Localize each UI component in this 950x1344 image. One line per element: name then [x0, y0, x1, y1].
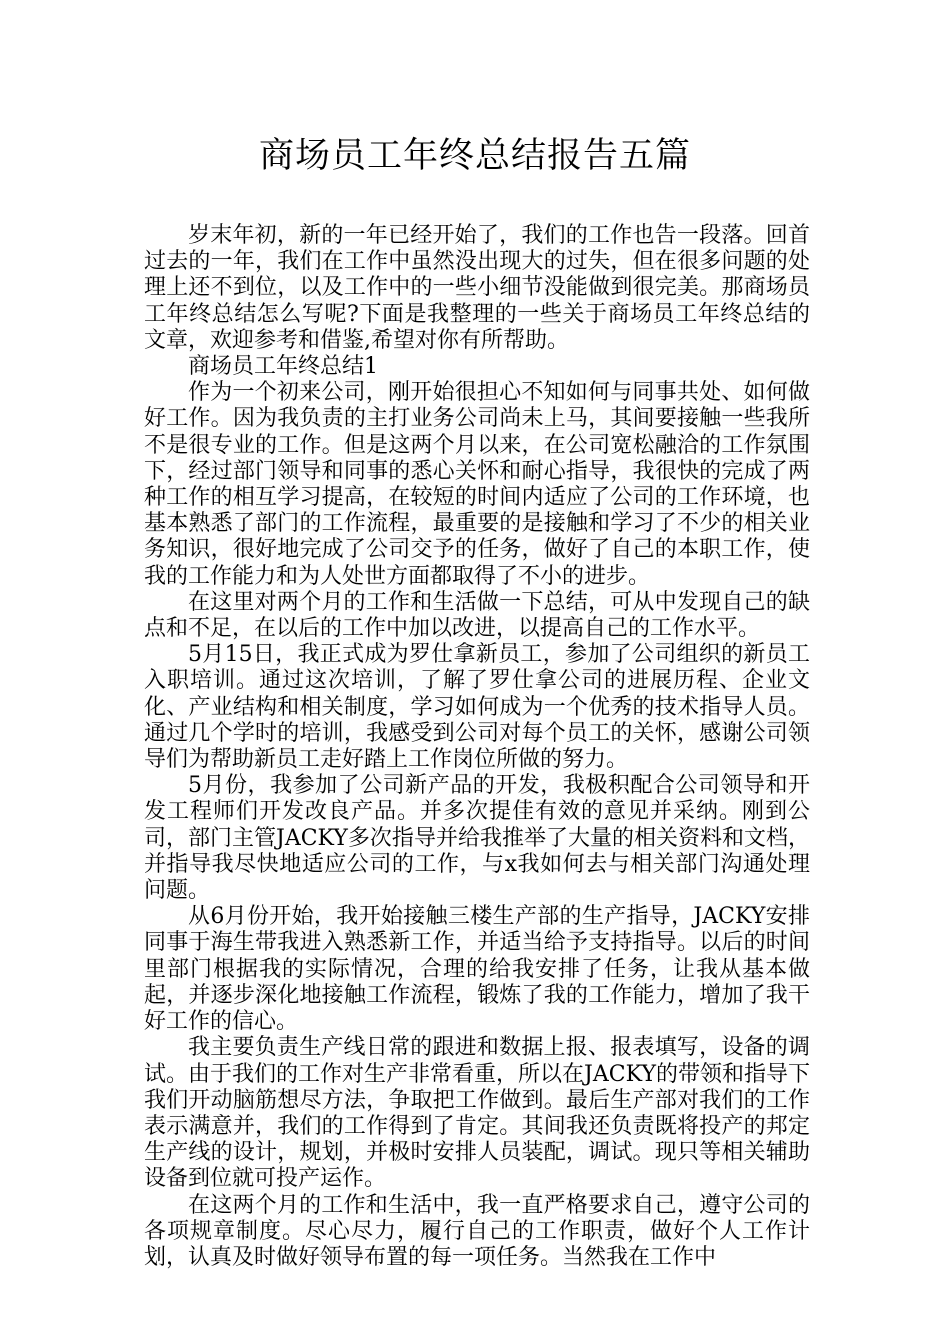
document-title: 商场员工年终总结报告五篇 [258, 136, 691, 176]
intro-paragraph: 岁末年初，新的一年已经开始了，我们的工作也告一段落。回首过去的一年，我们在工作中虽然没出现大的过失，但在很多问题的处理上还不到位，以及工作中的一些小细节没能做到很完美。那商场员工年终总结怎么写呢?下面是我整理的一些关于商场员工年终总结的文章，欢迎参考和借鉴,希望对你有所帮助。 [144, 223, 810, 353]
body-paragraph: 在这里对两个月的工作和生活做一下总结，可从中发现自己的缺点和不足，在以后的工作中加以改进，以提高自己的工作水平。 [144, 589, 810, 642]
body-paragraph: 5月15日，我正式成为罗仕拿新员工，参加了公司组织的新员工入职培训。通过这次培训，了解了罗仕拿公司的进展历程、企业文化、产业结构和相关制度，学习如何成为一个优秀的技术指导人员。通过几个学时的培训，我感受到公司对每个员工的关怀，感谢公司领导们为帮助新员工走好踏上工作岗位所做的努力。 [144, 642, 810, 773]
body-paragraph: 5月份，我参加了公司新产品的开发，我极积配合公司领导和开发工程师们开发改良产品。并多次提佳有效的意见并采纳。刚到公司，部门主管JACKY多次指导并给我推举了大量的相关资料和文档，并指导我尽快地适应公司的工作，与x我如何去与相关部门沟通处理问题。 [144, 773, 810, 904]
body-paragraph: 从6月份开始，我开始接触三楼生产部的生产指导，JACKY安排同事于海生带我进入熟悉新工作，并适当给予支持指导。以后的时间里部门根据我的实际情况，合理的给我安排了任务，让我从基本做起，并逐步深化地接触工作流程，锻炼了我的工作能力，增加了我干好工作的信心。 [144, 904, 810, 1035]
document-body [144, 223, 810, 1271]
body-paragraph: 在这两个月的工作和生活中，我一直严格要求自己，遵守公司的各项规章制度。尽心尽力，履行自己的工作职责，做好个人工作计划，认真及时做好领导布置的每一项任务。当然我在工作中 [144, 1192, 810, 1270]
body-paragraph: 作为一个初来公司，刚开始很担心不知如何与同事共处、如何做好工作。因为我负责的主打业务公司尚未上马，其间要接触一些我所不是很专业的工作。但是这两个月以来，在公司宽松融洽的工作氛围下，经过部门领导和同事的悉心关怀和耐心指导，我很快的完成了两种工作的相互学习提高，在较短的时间内适应了公司的工作环境，也基本熟悉了部门的工作流程，最重要的是接触和学习了不少的相关业务知识，很好地完成了公司交予的任务，做好了自己的本职工作，使我的工作能力和为人处世方面都取得了不小的进步。 [144, 380, 810, 589]
section-heading: 商场员工年终总结1 [188, 354, 378, 380]
body-paragraph: 我主要负责生产线日常的跟进和数据上报、报表填写，设备的调试。由于我们的工作对生产非常看重，所以在JACKY的带领和指导下我们开动脑筋想尽方法，争取把工作做到。最后生产部对我们的工作表示满意并，我们的工作得到了肯定。其间我还负责既将投产的邦定生产线的设计，规划，并极时安排人员装配，调试。现只等相关辅助设备到位就可投产运作。 [144, 1035, 810, 1192]
